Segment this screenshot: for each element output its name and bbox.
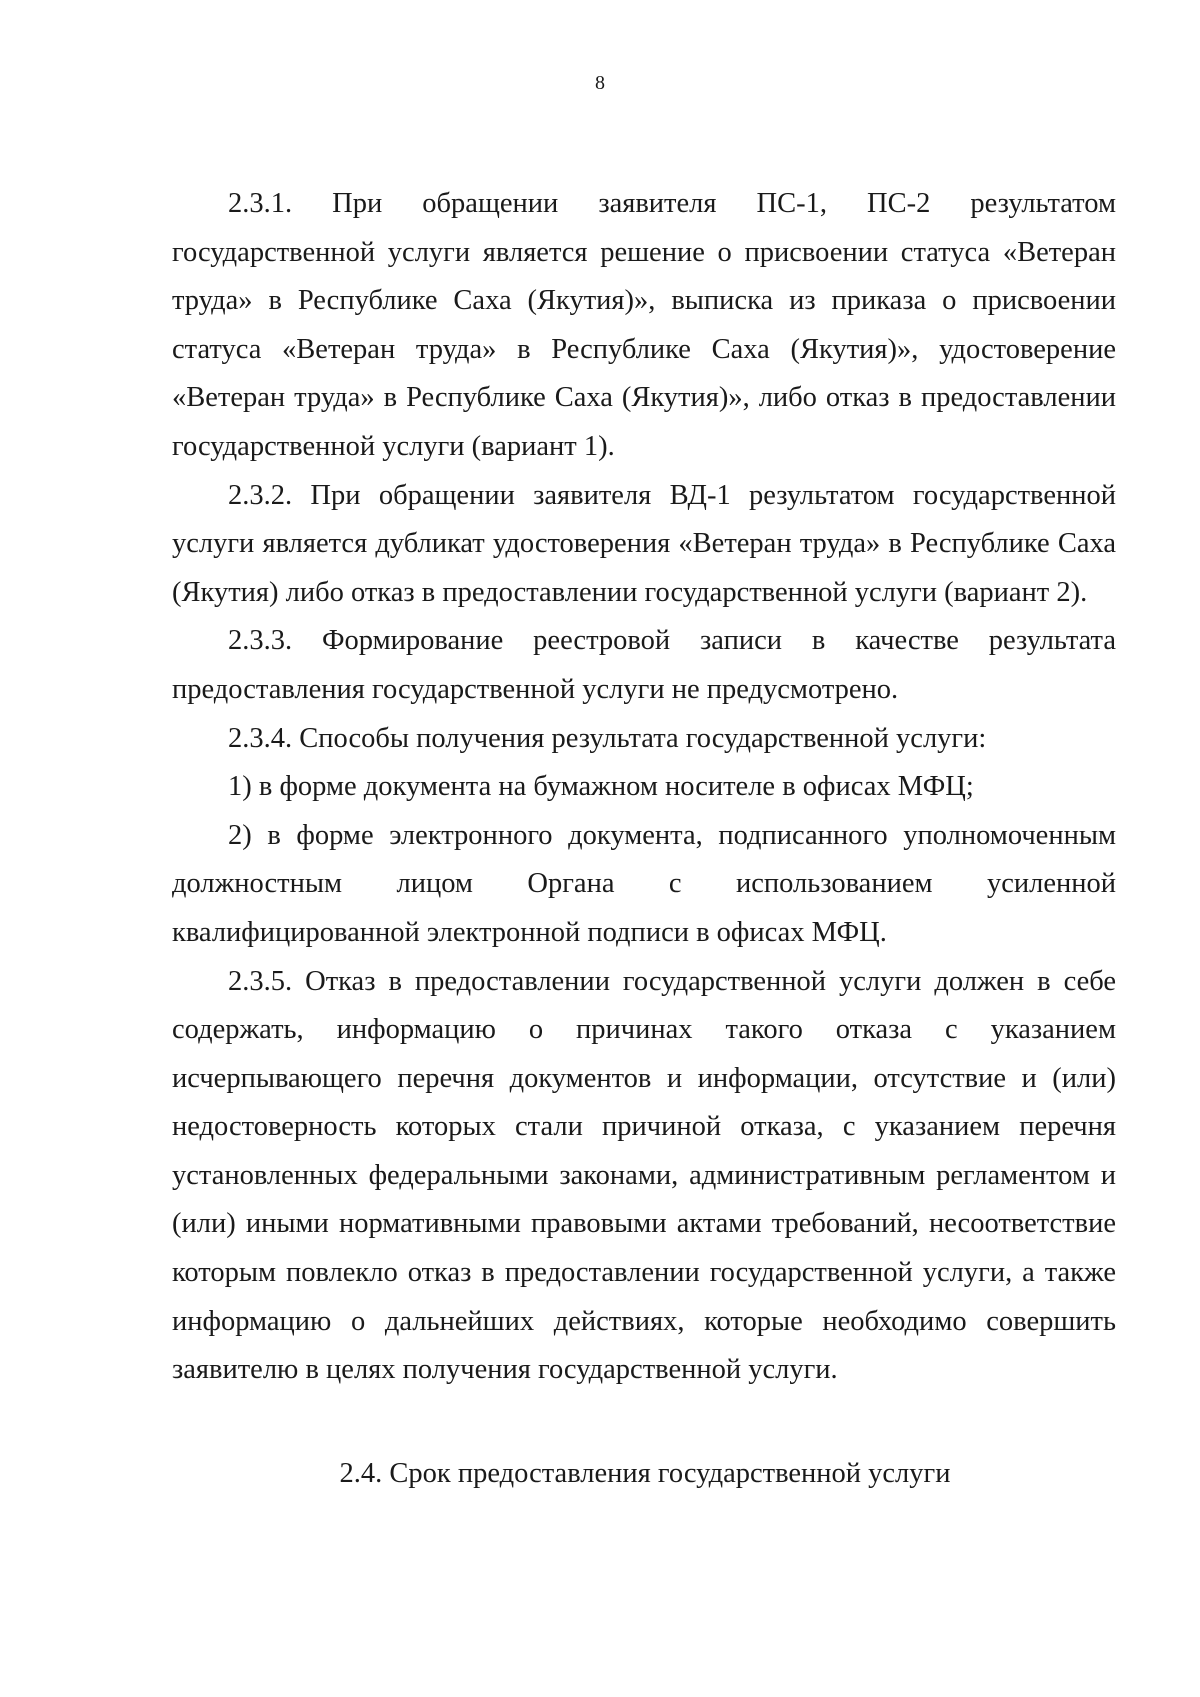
paragraph-2-3-4: 2.3.4. Способы получения результата государственной услуги: (228, 722, 987, 754)
paragraph-2-3-5: 2.3.5. Отказ в предоставлении государственной услуги должен в себе содержать, информацию о причинах такого отказа с указанием исчерпывающего перечня документов и информации, отсутствие и (или) недостоверность которых стали причиной отказа, с указанием перечня установленных федеральными законами, административным регламентом и (или) иными нормативными правовыми актами требований, несоответствие которым повлекло отказ в предоставлении государственной услуги, а также информацию о дальнейших действиях, которые необходимо совершить заявителю в целях получения государственной услуги. (172, 965, 1116, 1386)
list-item-2: 2) в форме электронного документа, подписанного уполномоченным должностным лицом Органа с использованием усиленной квалифицированной электронной подписи в офисах МФЦ. (172, 819, 1116, 948)
paragraph-2-3-3: 2.3.3. Формирование реестровой записи в качестве результата предоставления государственной услуги не предусмотрено. (172, 625, 1116, 705)
paragraph-2-3-1: 2.3.1. При обращении заявителя ПС-1, ПС-2 результатом государственной услуги является решение о присвоении статуса «Ветеран труда» в Республике Саха (Якутия)», выписка из приказа о присвоении статуса «Ветеран труда» в Республике Саха (Якутия)», удостоверение «Ветеран труда» в Республике Саха (Якутия)», либо отказ в предоставлении государственной услуги (вариант 1). (172, 188, 1116, 462)
page-number: 8 (595, 72, 605, 94)
document-body (172, 180, 1116, 1395)
list-item-1: 1) в форме документа на бумажном носителе в офисах МФЦ; (228, 771, 974, 803)
section-heading: 2.4. Срок предоставления государственной услуги (339, 1458, 951, 1489)
paragraph-2-3-2: 2.3.2. При обращении заявителя ВД-1 результатом государственной услуги является дубликат удостоверения «Ветеран труда» в Республике Саха (Якутия) либо отказ в предоставлении государственной услуги (вариант 2). (172, 479, 1116, 608)
